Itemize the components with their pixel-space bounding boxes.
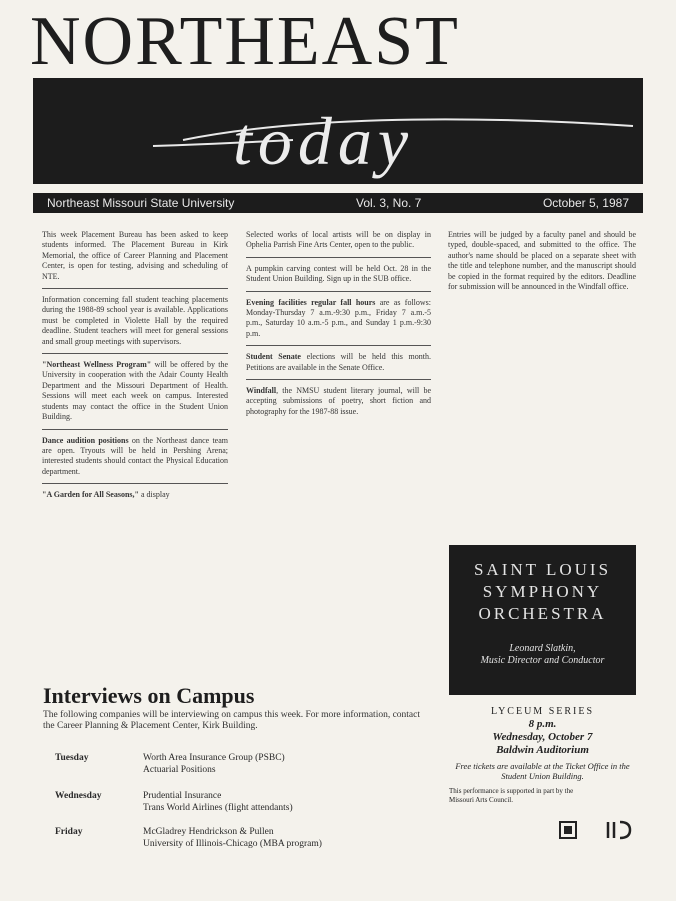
interviews-intro: The following companies will be interviewing on campus this week. For more information, contact the Career Planning & Placement Center, Kirk Building. — [43, 710, 421, 731]
event-date: Wednesday, October 7 — [492, 731, 593, 743]
news-item-text: will be offered by the University in cooperation with the Adair County Health Department and the Missouri Department of Health. Sessions will meet each week on campus. Interested students may contact the office in the Student Union Building. — [42, 360, 228, 422]
news-item-text: Entries will be judged by a faculty panel and should be typed, double-spaced, and submitted to the office. The author's name should be placed on a separate sheet with the title and telephone number, and the manuscript should be copied in the format required by the editors. Deadline for submission will be announced in the Windfall office. — [448, 230, 636, 292]
news-item-text: This week Placement Bureau has been asked to keep students informed. The Placement Bureau in Kirk Memorial, the office of Career Planning and Placement Center, is open for testing, advising and scheduling of NTE. — [42, 230, 228, 281]
news-item-text: Information concerning fall student teaching placements during the 1988-89 school year is available. Applications must be completed in Violette Hall by the required deadline. Student teachers will meet for general sessions and small group meetings with supervisors. — [42, 295, 228, 346]
news-item-text: A pumpkin carving contest will be held Oct. 28 in the Student Union Building. Sign up in the SUB office. — [246, 263, 431, 284]
news-item-lead: "A Garden for All Seasons," — [42, 490, 139, 500]
news-item — [448, 230, 636, 298]
news-item-lead: Evening facilities regular fall hours — [246, 297, 376, 307]
masthead-title: NORTHEAST — [30, 10, 460, 74]
schedule-day: Tuesday — [55, 753, 89, 763]
university-name: Northeast Missouri State University — [47, 196, 235, 210]
schedule-entry: McGladrey Hendrickson & Pullen — [143, 827, 274, 837]
info-bar — [33, 193, 643, 213]
schedule-entry: Trans World Airlines (flight attendants) — [143, 803, 293, 813]
news-item-lead: "Northeast Wellness Program" — [42, 360, 152, 370]
symphony-name-line: ORCHESTRA — [478, 604, 607, 623]
news-item — [42, 360, 228, 429]
conductor-title: Music Director and Conductor — [480, 655, 605, 666]
news-item-text: a display — [138, 490, 170, 500]
news-item — [42, 230, 228, 289]
sponsor-logos — [558, 818, 638, 842]
schedule-entry: Prudential Insurance — [143, 791, 222, 801]
news-item — [42, 295, 228, 354]
schedule-entry: Worth Area Insurance Group (PSBC) — [143, 753, 285, 763]
event-series: LYCEUM SERIES — [490, 706, 595, 717]
news-item-lead: Windfall — [246, 386, 277, 396]
interviews-heading: Interviews on Campus — [43, 683, 255, 708]
schedule-day: Wednesday — [55, 791, 102, 801]
script-banner — [33, 78, 643, 184]
news-item-text: , the NMSU student literary journal, will be accepting submissions of poetry, short fiction and photography for the 1987-88 issue. — [246, 386, 431, 416]
script-word: today — [233, 103, 415, 179]
news-item — [246, 352, 431, 380]
schedule-day: Friday — [55, 827, 83, 837]
event-credit: This performance is supported in part by the Missouri Arts Council. — [449, 787, 574, 804]
conductor-name: Leonard Slatkin, — [509, 643, 576, 654]
volume-number: Vol. 3, No. 7 — [355, 196, 422, 210]
symphony-name — [449, 559, 636, 625]
issue-date: October 5, 1987 — [542, 196, 629, 210]
schedule-entry: Actuarial Positions — [143, 765, 216, 775]
news-item — [246, 230, 431, 258]
event-note: Free tickets are available at the Ticket Office in the Student Union Building. — [455, 761, 630, 781]
news-item-text: are as follows: Monday-Thursday 7 a.m.-9:30 p.m., Friday 7 a.m.-5 p.m., Saturday 10 a.m.-5 p.m., and Sunday 1 p.m.-9:30 p.m. — [246, 297, 431, 338]
news-item — [246, 298, 431, 347]
event-details — [449, 706, 636, 805]
news-item-lead: Student Senate — [246, 352, 301, 362]
news-item — [246, 386, 431, 423]
column-3 — [448, 230, 636, 304]
schedule-entries — [143, 752, 433, 776]
symphony-ad — [449, 545, 636, 695]
banner-swash — [33, 78, 643, 184]
news-item-text: elections will be held this month. Petitions are available in the Senate Office. — [246, 352, 431, 372]
news-item-text: on the Northeast dance team are open. Tryouts will be held in Pershing Arena; interested students should contact the Physical Education department. — [42, 435, 228, 476]
sponsor-logo-icon — [564, 826, 572, 834]
schedule-entries — [143, 790, 433, 814]
news-item — [42, 436, 228, 485]
column-1 — [42, 230, 228, 513]
news-item-text: Selected works of local artists will be on display in Ophelia Parrish Fine Arts Center, open to the public. — [246, 230, 431, 250]
news-item-lead: Dance audition positions — [42, 435, 129, 445]
news-item — [246, 264, 431, 292]
conductor — [449, 643, 636, 667]
event-venue: Baldwin Auditorium — [496, 744, 589, 756]
column-2 — [246, 230, 431, 429]
news-item — [42, 490, 228, 506]
symphony-name-line: SYMPHONY — [482, 582, 603, 601]
schedule-entries — [143, 826, 433, 850]
schedule-entry: University of Illinois-Chicago (MBA program) — [143, 839, 322, 849]
event-time: 8 p.m. — [528, 718, 557, 730]
symphony-name-line: SAINT LOUIS — [473, 560, 612, 579]
sponsor-logo-icon — [608, 822, 630, 838]
